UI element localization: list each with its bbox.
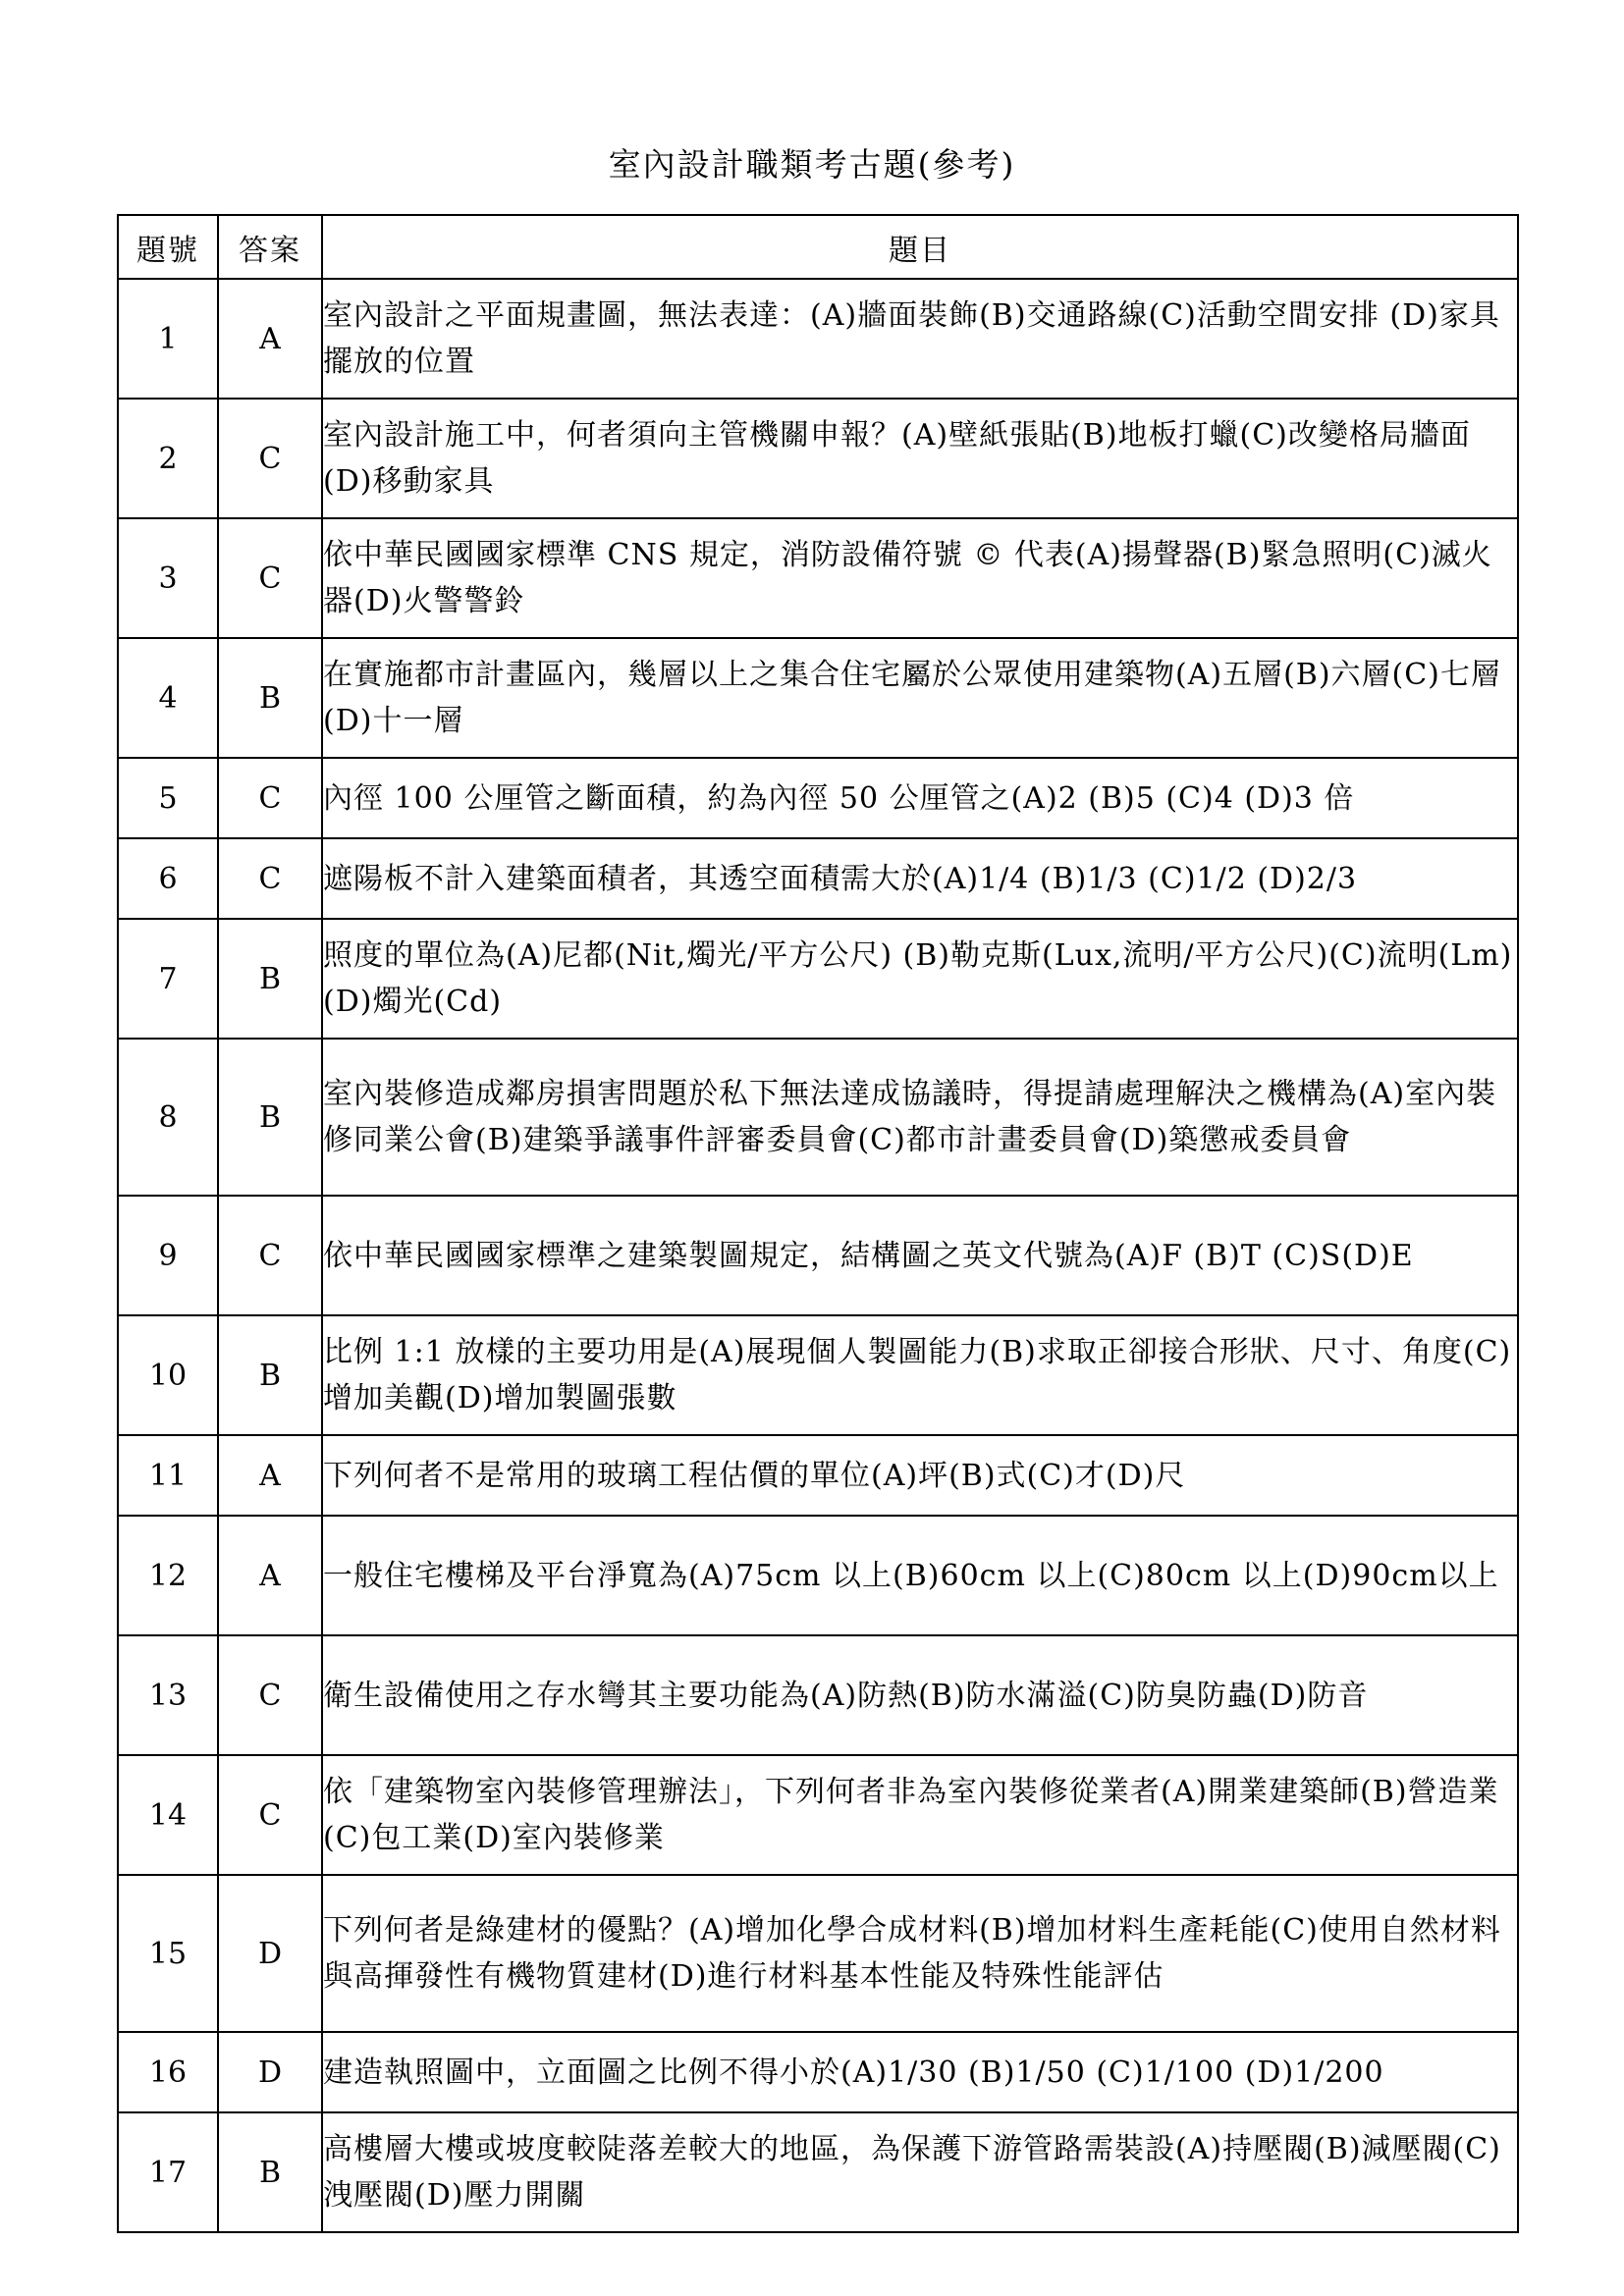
- answer-cell: A: [218, 279, 322, 399]
- table-row: [118, 1196, 1518, 1315]
- header-answer: 答案: [218, 215, 322, 279]
- question-number: 16: [118, 2032, 218, 2112]
- table-row: [118, 518, 1518, 638]
- question-text: 下列何者是綠建材的優點？(A)增加化學合成材料(B)增加材料生產耗能(C)使用自然材料與高揮發性有機物質建材(D)進行材料基本性能及特殊性能評估: [322, 1875, 1518, 2032]
- table-row: [118, 919, 1518, 1039]
- answer-cell: C: [218, 758, 322, 838]
- question-text: 室內裝修造成鄰房損害問題於私下無法達成協議時，得提請處理解決之機構為(A)室內裝修同業公會(B)建築爭議事件評審委員會(C)都市計畫委員會(D)築懲戒委員會: [322, 1039, 1518, 1196]
- header-question-number: 題號: [118, 215, 218, 279]
- table-header-row: [118, 215, 1518, 279]
- table-row: [118, 1516, 1518, 1635]
- table-row: [118, 638, 1518, 758]
- question-number: 9: [118, 1196, 218, 1315]
- table-row: [118, 838, 1518, 919]
- question-number: 8: [118, 1039, 218, 1196]
- question-number: 10: [118, 1315, 218, 1435]
- answer-cell: C: [218, 399, 322, 518]
- question-text: 照度的單位為(A)尼都(Nit,燭光/平方公尺) (B)勒克斯(Lux,流明/平方公尺)(C)流明(Lm) (D)燭光(Cd): [322, 919, 1518, 1039]
- question-number: 7: [118, 919, 218, 1039]
- question-number: 12: [118, 1516, 218, 1635]
- answer-cell: B: [218, 919, 322, 1039]
- question-number: 5: [118, 758, 218, 838]
- exam-questions-table: [117, 214, 1519, 2233]
- answer-cell: C: [218, 1196, 322, 1315]
- table-row: [118, 279, 1518, 399]
- table-row: [118, 1315, 1518, 1435]
- table-row: [118, 399, 1518, 518]
- question-text: 高樓層大樓或坡度較陡落差較大的地區，為保護下游管路需裝設(A)持壓閥(B)減壓閥(C)洩壓閥(D)壓力開關: [322, 2112, 1518, 2232]
- answer-cell: D: [218, 2032, 322, 2112]
- answer-cell: C: [218, 1635, 322, 1755]
- question-text: 衛生設備使用之存水彎其主要功能為(A)防熱(B)防水滿溢(C)防臭防蟲(D)防音: [322, 1635, 1518, 1755]
- question-number: 3: [118, 518, 218, 638]
- table-row: [118, 1435, 1518, 1516]
- question-number: 4: [118, 638, 218, 758]
- table-row: [118, 2032, 1518, 2112]
- question-number: 6: [118, 838, 218, 919]
- question-text: 一般住宅樓梯及平台淨寬為(A)75cm 以上(B)60cm 以上(C)80cm 以上(D)90cm以上: [322, 1516, 1518, 1635]
- question-number: 14: [118, 1755, 218, 1875]
- question-number: 11: [118, 1435, 218, 1516]
- question-text: 在實施都市計畫區內，幾層以上之集合住宅屬於公眾使用建築物(A)五層(B)六層(C)七層(D)十一層: [322, 638, 1518, 758]
- question-number: 15: [118, 1875, 218, 2032]
- question-text: 內徑 100 公厘管之斷面積，約為內徑 50 公厘管之(A)2 (B)5 (C)4 (D)3 倍: [322, 758, 1518, 838]
- table-row: [118, 1039, 1518, 1196]
- table-row: [118, 2112, 1518, 2232]
- question-number: 17: [118, 2112, 218, 2232]
- question-text: 依中華民國國家標準 CNS 規定，消防設備符號 © 代表(A)揚聲器(B)緊急照明(C)滅火器(D)火警警鈴: [322, 518, 1518, 638]
- question-text: 比例 1:1 放樣的主要功用是(A)展現個人製圖能力(B)求取正卻接合形狀、尺寸、角度(C)增加美觀(D)增加製圖張數: [322, 1315, 1518, 1435]
- answer-cell: B: [218, 1039, 322, 1196]
- question-text: 室內設計之平面規畫圖，無法表達：(A)牆面裝飾(B)交通路線(C)活動空間安排 (D)家具擺放的位置: [322, 279, 1518, 399]
- table-row: [118, 1755, 1518, 1875]
- header-question: 題目: [322, 215, 1518, 279]
- table-row: [118, 1635, 1518, 1755]
- question-text: 建造執照圖中，立面圖之比例不得小於(A)1/30 (B)1/50 (C)1/100 (D)1/200: [322, 2032, 1518, 2112]
- question-number: 13: [118, 1635, 218, 1755]
- answer-cell: A: [218, 1435, 322, 1516]
- answer-cell: B: [218, 2112, 322, 2232]
- question-text: 依中華民國國家標準之建築製圖規定，結構圖之英文代號為(A)F (B)T (C)S(D)E: [322, 1196, 1518, 1315]
- answer-cell: A: [218, 1516, 322, 1635]
- answer-cell: D: [218, 1875, 322, 2032]
- answer-cell: B: [218, 1315, 322, 1435]
- answer-cell: C: [218, 1755, 322, 1875]
- answer-cell: C: [218, 518, 322, 638]
- question-number: 2: [118, 399, 218, 518]
- table-row: [118, 758, 1518, 838]
- page-title: 室內設計職類考古題(參考): [608, 145, 1016, 184]
- question-number: 1: [118, 279, 218, 399]
- answer-cell: B: [218, 638, 322, 758]
- question-text: 依「建築物室內裝修管理辦法」，下列何者非為室內裝修從業者(A)開業建築師(B)營造業 (C)包工業(D)室內裝修業: [322, 1755, 1518, 1875]
- question-text: 室內設計施工中，何者須向主管機關申報？(A)壁紙張貼(B)地板打蠟(C)改變格局牆面(D)移動家具: [322, 399, 1518, 518]
- table-row: [118, 1875, 1518, 2032]
- question-text: 下列何者不是常用的玻璃工程估價的單位(A)坪(B)式(C)才(D)尺: [322, 1435, 1518, 1516]
- answer-cell: C: [218, 838, 322, 919]
- question-text: 遮陽板不計入建築面積者，其透空面積需大於(A)1/4 (B)1/3 (C)1/2 (D)2/3: [322, 838, 1518, 919]
